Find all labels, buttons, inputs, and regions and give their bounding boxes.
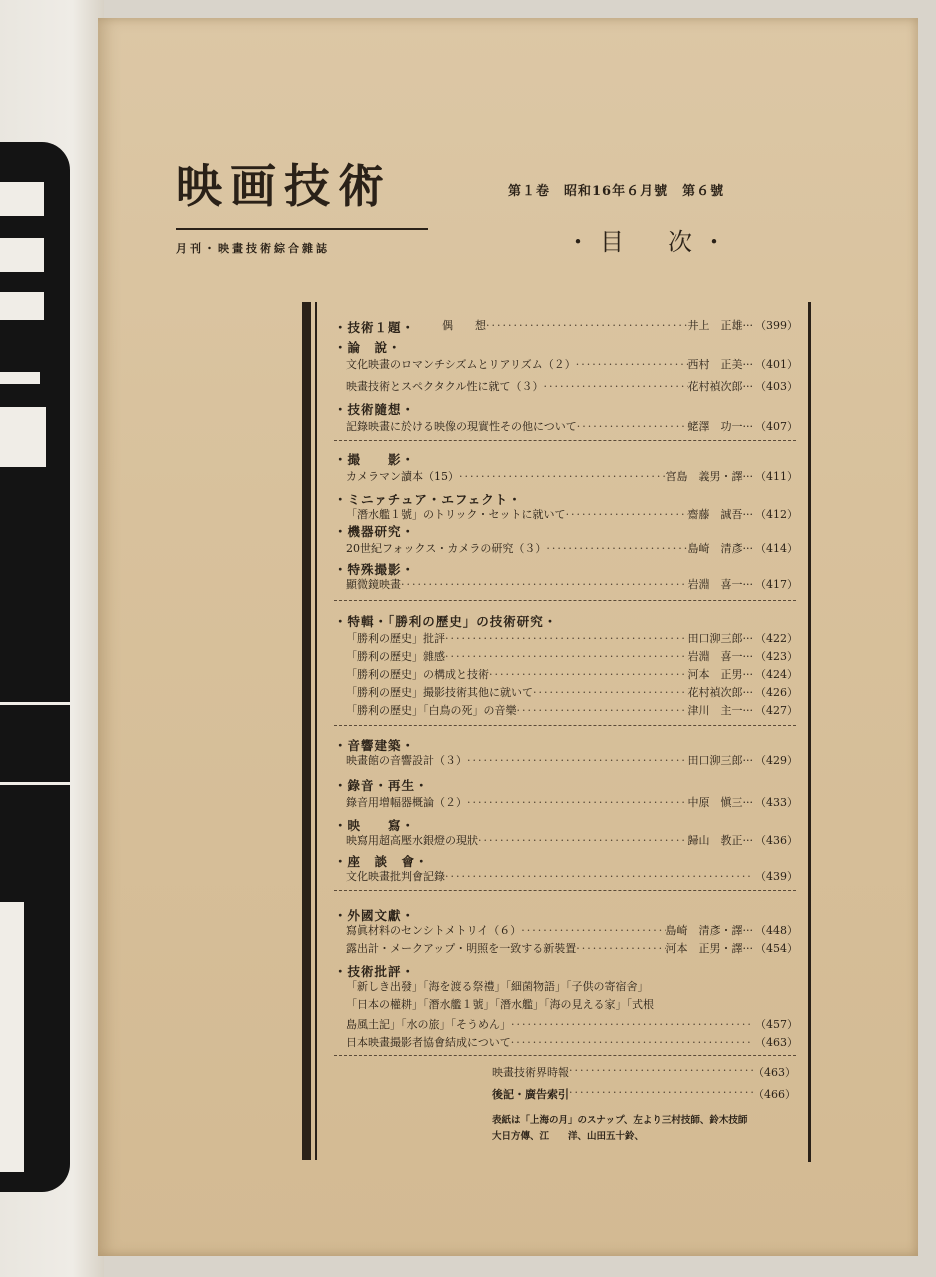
entry-title: 「勝利の歷史」雜感 [346,650,445,663]
toc-entry[interactable] [346,1036,798,1050]
entry-author: 島崎 清彥··· [687,542,753,555]
leader-dots [467,754,688,768]
section-label: ・技術隨想・ [334,402,416,417]
toc-entry[interactable] [346,508,798,522]
section-divider [334,890,796,891]
entry-author: 西村 正美··· [687,358,753,371]
entry-title: カメラマン讀本（15） [346,470,459,483]
section-label: ・映 寫・ [334,818,416,833]
entry-author: 田口泖三郎··· [687,632,753,645]
leader-dots [445,650,688,664]
entry-title: 寫眞材料のセンシトメトリイ（６） [346,924,522,937]
entry-author: 井上 正雄··· [687,319,753,332]
entry-page: （448） [755,924,798,937]
entry-page: （439） [755,870,798,883]
entry-title: 偶 想 [442,319,486,332]
entry-title: 「新しき出發」「海を渡る祭禮」「細菌物語」「子供の寄宿舍」 [346,980,649,993]
section-label: ・機器研究・ [334,524,416,539]
toc-entry[interactable] [346,980,798,994]
entry-title: 露出計・メークアップ・明照を一致する新裝置 [346,942,577,955]
entry-page: （423） [755,650,798,663]
entry-author: 田口泖三郎··· [687,754,753,767]
entry-page: （417） [755,578,798,591]
toc-entry[interactable] [346,1018,798,1032]
entry-author: 岩淵 喜一··· [687,578,753,591]
entry-title: 島風土記」「水の旅」「そうめん」 [346,1018,511,1031]
entry-page: （426） [755,686,798,699]
entry-author: 河本 正男・譯··· [665,942,753,955]
entry-page: （457） [755,1018,798,1031]
cover-note: 表紙は「上海の月」のスナップ、左より三村技師、鈴木技師 [492,1115,748,1126]
section-label: ・特殊撮影・ [334,562,416,577]
issue-info: 第１卷 昭和16年６月號 第６號 [508,184,725,199]
toc-entry[interactable] [346,578,798,592]
toc-entry[interactable] [346,470,798,484]
leader-dots [478,834,688,848]
entry-author: 歸山 教正··· [687,834,753,847]
entry-author: 花村禎次郎··· [687,380,753,393]
entry-title: 「日本の權耕」「潛水艦１號」「潛水艦」「海の見える家」「式根 [346,998,654,1011]
section-label: ・特輯・「勝利の歷史」の技術研究・ [334,614,558,629]
section-divider [334,725,796,726]
entry-page: （422） [755,632,798,645]
entry-page: （403） [755,380,798,393]
entry-author: 岩淵 喜一··· [687,650,753,663]
entry-page: （401） [755,358,798,371]
left-border-thin [315,302,317,1160]
contents-heading: ・目 次・ [566,228,736,256]
leader-dots [521,924,665,938]
entry-page: （407） [755,420,798,433]
section-label: ・座 談 會・ [334,854,429,869]
cover-note: 大日方傳、江 洋、山田五十鈴、 [492,1131,645,1142]
footer-entry: 後記・廣告索引 ····· （466） [492,1086,796,1102]
toc-entry[interactable] [346,942,798,956]
entry-title: 「勝利の歷史」の構成と技術 [346,668,489,681]
entry-title: 「勝利の歷史」批評 [346,632,445,645]
entry-author: 河本 正男··· [687,668,753,681]
entry-author: 齋藤 誠吾··· [687,508,753,521]
section-divider [334,440,796,441]
toc-entry[interactable] [346,632,798,646]
toc-entry[interactable] [346,686,798,700]
entry-author: 花村禎次郎··· [687,686,753,699]
section-label: ・技術１題・ [334,320,416,335]
entry-page: （414） [755,542,798,555]
toc-entry[interactable] [346,358,798,372]
magazine-title: 映画技術 [176,159,392,213]
entry-title: 映畫技術とスペクタクル性に就て（３） [346,380,544,393]
toc-entry[interactable] [346,754,798,768]
toc-entry[interactable] [346,870,798,884]
toc-entry[interactable] [346,650,798,664]
entry-title: 顯微鏡映畫 [346,578,401,591]
toc-entry[interactable] [346,668,798,682]
leader-dots [401,578,688,592]
entry-title: 「勝利の歷史」「白鳥の死」の音樂 [346,704,517,717]
entry-page: （427） [755,704,798,717]
leader-dots [546,542,687,556]
title-rule [176,228,428,230]
section-label: ・ミニァチュア・エフェクト・ [334,492,522,507]
toc-entry[interactable] [346,924,798,938]
footer-entry: 映畫技術界時報 ····· （463） [492,1064,796,1080]
section-label: ・論 說・ [334,340,402,355]
entry-title: 「勝利の歷史」撮影技術其他に就いて [346,686,533,699]
entry-page: （424） [755,668,798,681]
toc-entry[interactable] [346,796,798,810]
entry-author: 島崎 清彥・譯··· [665,924,753,937]
toc-entry[interactable] [346,542,798,556]
entry-author: 蛯澤 功一··· [687,420,753,433]
section-divider [334,1055,796,1056]
entry-title: 日本映畫撮影者協會結成について [346,1036,511,1049]
leader-dots [445,632,688,646]
entry-title: 映畫館の音響設計（３） [346,754,467,767]
section-divider [334,600,796,601]
entry-author: 宮島 義男・譯··· [665,470,753,483]
leader-dots [459,470,666,484]
entry-title: 文化映畫のロマンチシズムとリアリズム（２） [346,358,576,371]
toc-entry[interactable] [346,380,798,394]
toc-entry[interactable] [346,420,798,434]
leader-dots [511,1036,753,1050]
entry-title: 「潛水艦１號」のトリック・セットに就いて [346,508,566,521]
entry-page: （411） [755,470,798,483]
entry-title: 記錄映畫に於ける映像の現實性その他について [346,420,577,433]
toc-entry[interactable] [346,704,798,718]
leader-dots [566,508,688,522]
leader-dots [511,1018,753,1032]
section-label: ・音響建築・ [334,738,416,753]
adjacent-cover-art [0,142,70,1192]
entry-author: 中原 愼三··· [687,796,753,809]
leader-dots [486,319,688,333]
leader-dots [517,704,688,718]
leader-dots [577,420,688,434]
section-label: ・錄音・再生・ [334,778,429,793]
entry-page: （454） [755,942,798,955]
right-border-bar [808,302,811,1162]
entry-page: （433） [755,796,798,809]
entry-title: 文化映畫批判會記錄 [346,870,445,883]
entry-page: （429） [755,754,798,767]
toc-entry[interactable] [346,998,798,1012]
section-label: ・技術批評・ [334,964,416,979]
entry-title: 映寫用超高壓水銀燈の現狀 [346,834,478,847]
section-label: ・外國文獻・ [334,908,416,923]
entry-page: （399） [755,319,798,332]
toc-entry[interactable] [346,834,798,848]
entry-title: 20世紀フォックス・カメラの研究（３） [346,542,547,555]
leader-dots [489,668,688,682]
entry-page: （436） [755,834,798,847]
section-label: ・撮 影・ [334,452,416,467]
entry-author: 津川 主一··· [687,704,753,717]
leader-dots [467,796,688,810]
leader-dots [576,358,688,372]
leader-dots [533,686,688,700]
left-border-bar [302,302,311,1160]
entry-page: （412） [755,508,798,521]
leader-dots [445,870,753,884]
leader-dots [576,942,665,956]
entry-title: 錄音用增幅器概論（２） [346,796,467,809]
entry-page: （463） [755,1036,798,1049]
leader-dots [543,380,687,394]
magazine-subtitle: 月刊・映畫技術綜合雜誌 [176,242,330,255]
toc-entry[interactable] [442,319,798,333]
